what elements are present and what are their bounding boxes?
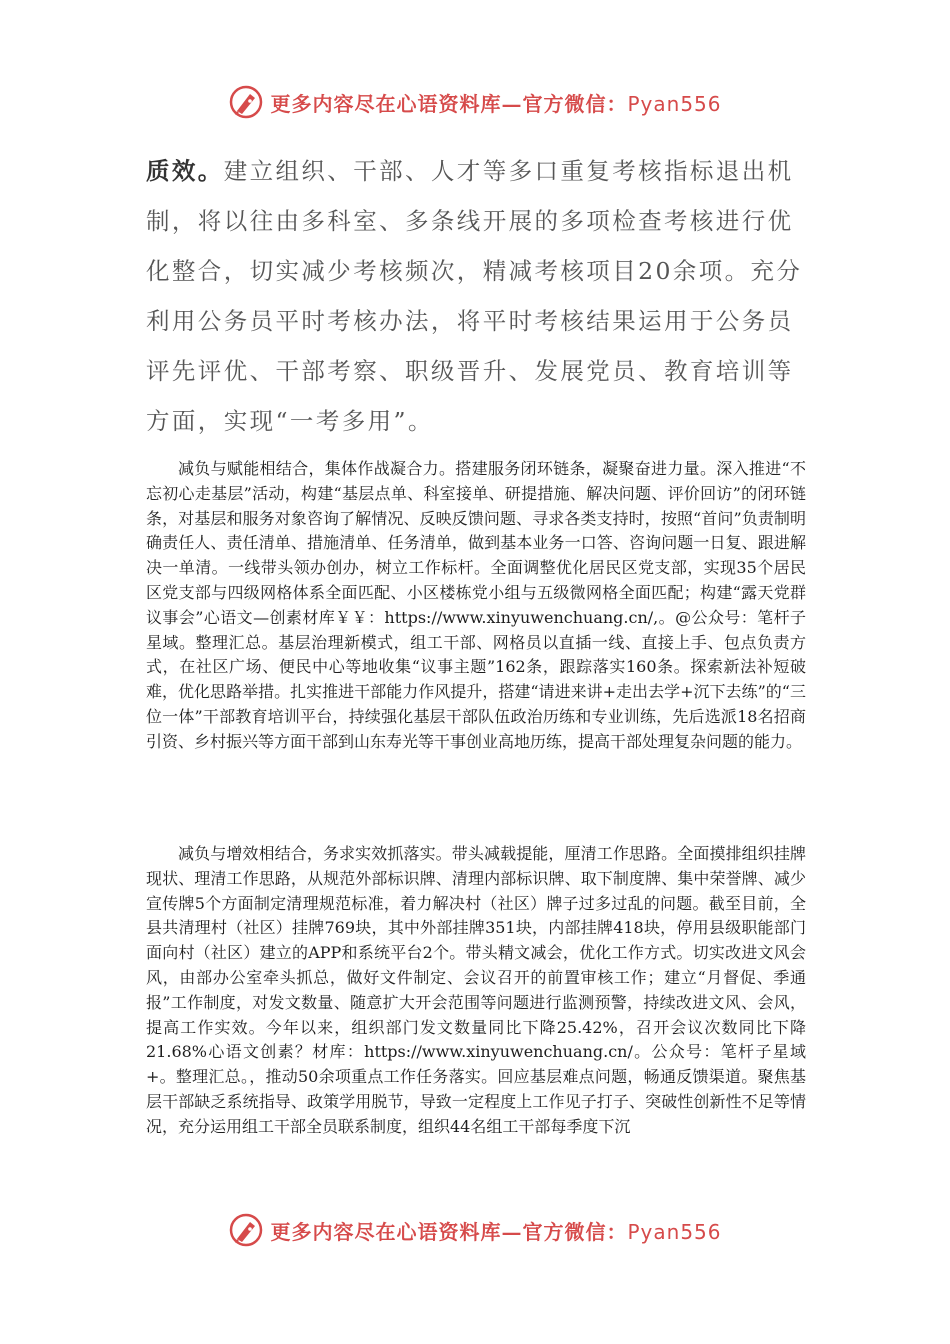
footer-banner bbox=[0, 1210, 950, 1250]
banner-wechat-account: Pyan556 bbox=[627, 91, 722, 116]
body-paragraph-2: 减负与增效相结合，务求实效抓落实。带头减载提能，厘清工作思路。全面摸排组织挂牌现状、理清工作思路，从规范外部标识牌、清理内部标识牌、取下制度牌、集中荣誉牌、减少宣传牌5个方面制定清理规范标准，着力解决村（社区）牌子过多过乱的问题。截至目前，全县共清理村（社区）挂牌769块，其中外部挂牌351块，内部挂牌418块，停用县级职能部门面向村（社区）建立的APP和系统平台2个。带头精文减会，优化工作方式。切实改进文风会风，由部办公室牵头抓总，做好文件制定、会议召开的前置审核工作；建立“月督促、季通报”工作制度，对发文数量、随意扩大开会范围等问题进行监测预警，持续改进文风、会风，提高工作实效。今年以来，组织部门发文数量同比下降25.42%，召开会议次数同比下降21.68%心语文创素？材库：https://www.xinyuwenchuang.cn/。公众号：笔杆子星域+。整理汇总。，推动50余项重点工作任务落实。回应基层难点问题，畅通反馈渠道。聚焦基层干部缺乏系统指导、政策学用脱节，导致一定程度上工作见子打子、突破性创新性不足等情况，充分运用组工干部全员联系制度，组织44名组工干部每季度下沉 bbox=[146, 844, 806, 1136]
intro-paragraph bbox=[146, 146, 806, 446]
pen-nib-logo-icon bbox=[228, 84, 264, 120]
body-paragraph-1: 减负与赋能相结合，集体作战凝合力。搭建服务闭环链条，凝聚奋进力量。深入推进“不忘初心走基层”活动，构建“基层点单、科室接单、研提措施、解决问题、评价回访”的闭环链条，对基层和服务对象咨询了解情况、反映反馈问题、寻求各类支持时，按照“首问”负责制明确责任人、责任清单、措施清单、任务清单，做到基本业务一口答、咨询问题一日复、跟进解决一单清。一线带头领办创办，树立工作标杆。全面调整优化居民区党支部，实现35个居民区党支部与四级网格体系全面匹配、小区楼栋党小组与五级微网格全面匹配；构建“露天党群议事会”心语文—创素材库￥￥：https://www.xinyuwenchuang.cn/,。@公众号：笔杆子星域。整理汇总。基层治理新模式，组工干部、网格员以直插一线、直接上手、包点负责方式，在社区广场、便民中心等地收集“议事主题”162条，跟踪落实160条。探索新法补短破难，优化思路举措。扎实推进干部能力作风提升，搭建“请进来讲+走出去学+沉下去练”的“三位一体”干部教育培训平台，持续强化基层干部队伍政治历练和专业训练，先后选派18名招商引资、乡村振兴等方面干部到山东寿光等干事创业高地历练，提高干部处理复杂问题的能力。 bbox=[146, 459, 806, 751]
header-banner bbox=[0, 82, 950, 122]
intro-text: 建立组织、干部、人才等多口重复考核指标退出机制，将以往由多科室、多条线开展的多项检查考核进行优化整合，切实减少考核频次，精减考核项目20余项。充分利用公务员平时考核办法，将平时考核结果运用于公务员评先评优、干部考察、职级晋升、发展党员、教育培训等方面，实现“一考多用”。 bbox=[146, 157, 803, 435]
banner-text: 更多内容尽在心语资料库—官方微信： bbox=[270, 91, 628, 116]
intro-lead: 质效。 bbox=[146, 157, 224, 185]
banner-wechat-account: Pyan556 bbox=[627, 1219, 722, 1244]
pen-nib-logo-icon bbox=[228, 1212, 264, 1248]
banner-text: 更多内容尽在心语资料库—官方微信： bbox=[270, 1219, 628, 1244]
